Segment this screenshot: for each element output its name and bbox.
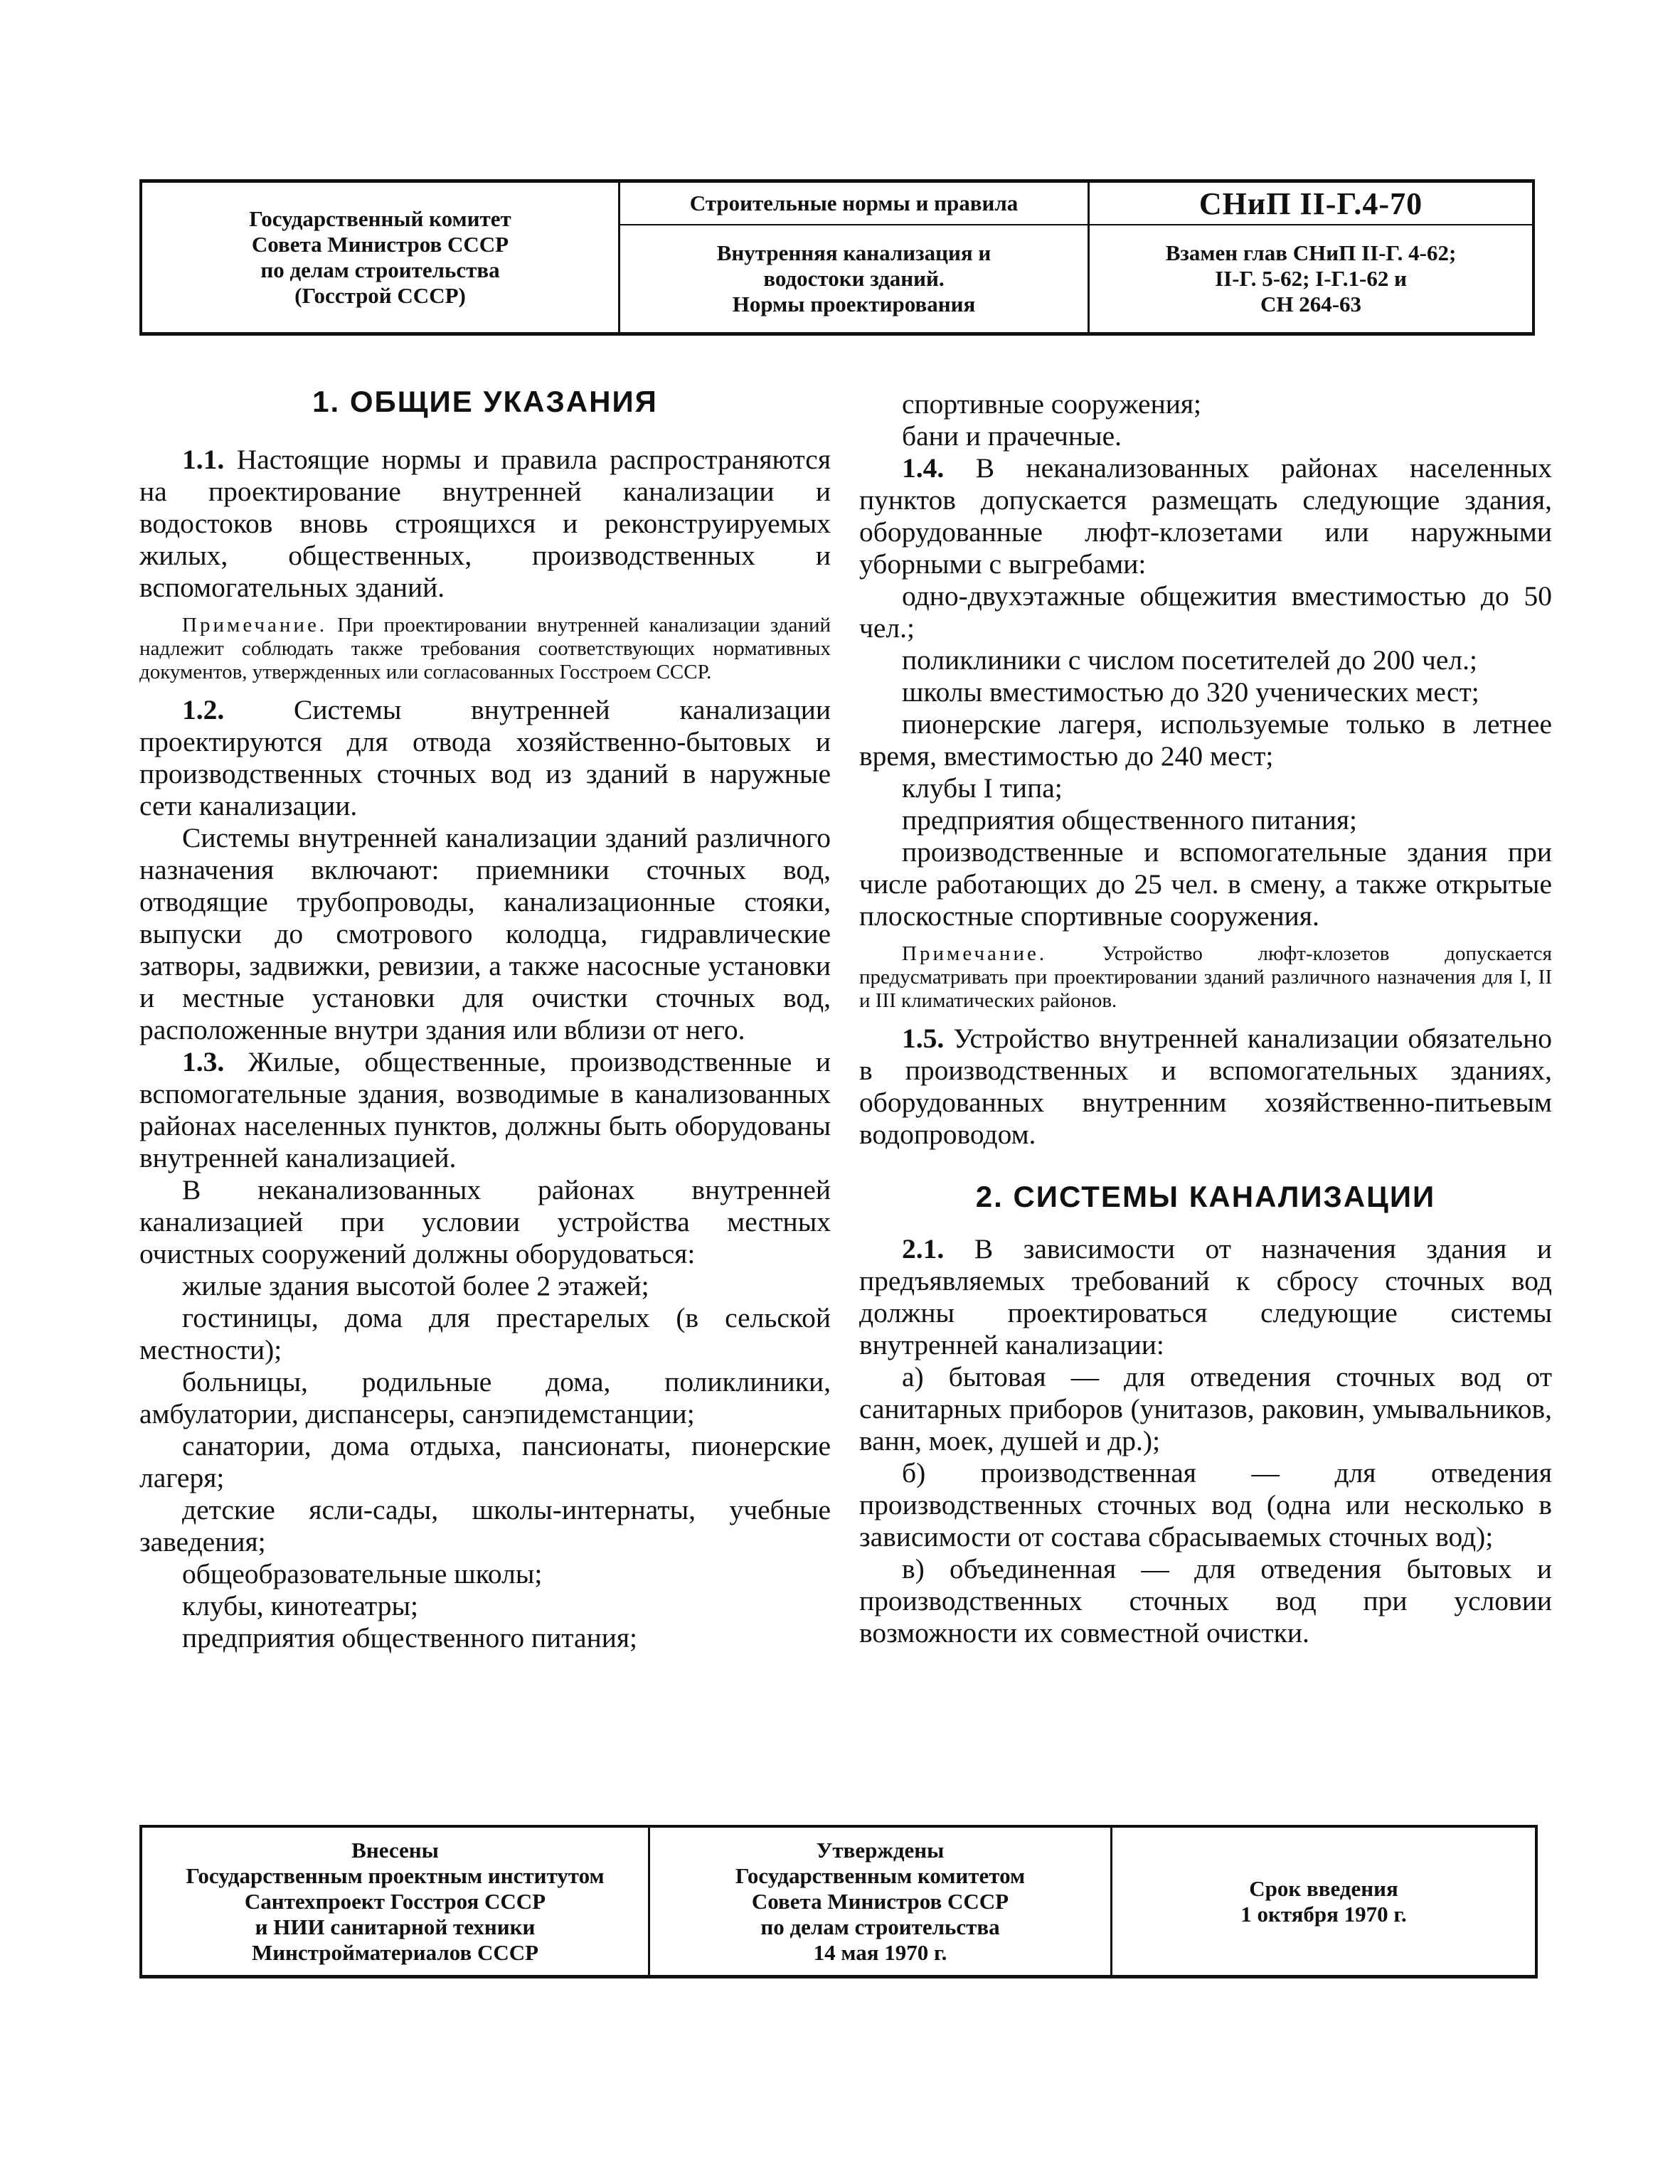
introduced-line: Сантехпроект Госстроя СССР	[244, 1888, 546, 1914]
note-1: Примечание. При проектировании внутренней канализации зданий надлежит соблюдать также требования соответствующих нормативных документов, утвержденных или согласованных Госстроем СССР.	[139, 614, 831, 683]
paragraph-1-2: 1.2. Системы внутренней канализации проектируются для отвода хозяйственно-бытовых и производственных сточных вод из зданий в наружные сети канализации.	[139, 694, 831, 821]
approved-line: Совета Министров СССР	[751, 1888, 1009, 1914]
paragraph-1-3b: В неканализованных районах внутренней канализацией при условии устройства местных очистных сооружений должны оборудоваться:	[139, 1174, 831, 1269]
list-item: в) объединенная — для отведения бытовых и производственных сточных вод при условии возможности их совместной очистки.	[859, 1553, 1552, 1648]
paragraph-1-2b: Системы внутренней канализации зданий различного назначения включают: приемники сточных вод, отводящие трубопроводы, канализационные стояки, выпуски до смотрового колодца, гидравлические затворы, задвижки, ревизии, а также насосные установки и местные установки для очистки сточных вод, расположенные внутри здания или вблизи от него.	[139, 822, 831, 1045]
note-2: Примечание. Устройство люфт-клозетов допускается предусматривать при проектировании зданий различного назначения для I, II и III климатических районов.	[859, 942, 1552, 1012]
issuer-line: (Госстрой СССР)	[294, 283, 466, 308]
list-item: поликлиники с числом посетителей до 200 чел.;	[902, 644, 1477, 676]
section-2-title: 2. СИСТЕМЫ КАНАЛИЗАЦИИ	[975, 1180, 1436, 1213]
left-column	[139, 384, 831, 1654]
title-cell	[620, 183, 1090, 332]
list-item: предприятия общественного питания;	[902, 804, 1358, 836]
approved-line: Утверждены	[816, 1837, 945, 1863]
paragraph-2-1: 2.1. В зависимости от назначения здания и предъявляемых требований к сбросу сточных вод должны проектироваться следующие системы внутренней канализации:	[859, 1233, 1553, 1360]
list-item: клубы, кинотеатры;	[182, 1590, 419, 1621]
list-item: детские ясли-сады, школы-интернаты, учебные заведения;	[139, 1494, 831, 1557]
approved-line: 14 мая 1970 г.	[813, 1939, 947, 1965]
document-header	[139, 179, 1535, 336]
code-cell	[1090, 183, 1532, 332]
list-item: спортивные сооружения;	[902, 388, 1201, 420]
list-item: санатории, дома отдыха, пансионаты, пионерские лагеря;	[139, 1430, 831, 1493]
effective-date-cell	[1112, 1828, 1535, 1975]
list-item: больницы, родильные дома, поликлиники, амбулатории, диспансеры, санэпидемстанции;	[139, 1366, 831, 1429]
title-line: водостоки зданий.	[763, 266, 945, 291]
list-item: общеобразовательные школы;	[182, 1558, 543, 1589]
introduced-line: Государственным проектным институтом	[186, 1863, 605, 1888]
replaces-line: СН 264-63	[1260, 292, 1362, 316]
section-1-title: 1. ОБЩИЕ УКАЗАНИЯ	[312, 385, 658, 418]
title-line: Внутренняя канализация и	[716, 240, 991, 265]
list-item: производственные и вспомогательные здания при числе работающих до 25 чел. в смену, а также открытые плоскостные спортивные сооружения.	[859, 836, 1552, 932]
paragraph-1-3: 1.3. Жилые, общественные, производственные и вспомогательные здания, возводимые в канализованных районах населенных пунктов, должны быть оборудованы внутренней канализацией.	[139, 1046, 831, 1173]
introduced-line: и НИИ санитарной техники	[255, 1914, 536, 1939]
list-item: бани и прачечные.	[902, 420, 1122, 452]
paragraph-1-5: 1.5. Устройство внутренней канализации обязательно в производственных и вспомогательных зданиях, оборудованных внутренним хозяйственно-питьевым водопроводом.	[859, 1023, 1553, 1150]
list-item: а) бытовая — для отведения сточных вод от санитарных приборов (унитазов, раковин, умывальников, ванн, моек, душей и др.);	[859, 1361, 1552, 1456]
issuer-line: Государственный комитет	[249, 206, 511, 231]
issuer-line: по делам строительства	[260, 257, 500, 282]
approved-by-cell	[650, 1828, 1112, 1975]
approved-line: по делам строительства	[760, 1914, 1000, 1939]
effective-line: 1 октября 1970 г.	[1240, 1901, 1407, 1927]
list-item: одно-двухэтажные общежития вместимостью до 50 чел.;	[859, 580, 1552, 644]
document-footer	[139, 1825, 1538, 1978]
right-column	[859, 388, 1552, 1649]
list-item: школы вместимостью до 320 ученических мест;	[902, 676, 1479, 708]
replaces-note	[1090, 225, 1532, 332]
paragraph-1-4: 1.4. В неканализованных районах населенных пунктов допускается размещать следующие здания, оборудованные люфт-клозетами или наружными уборными с выгребами:	[859, 452, 1553, 580]
introduced-line: Минстройматериалов СССР	[251, 1939, 539, 1965]
approved-line: Государственным комитетом	[735, 1863, 1026, 1888]
paragraph-1-1: 1.1. Настоящие нормы и правила распространяются на проектирование внутренней канализации и водостоков вновь строящихся и реконструируемых жилых, общественных, производственных и вспомогательных зданий.	[139, 444, 831, 603]
document-code: СНиП II-Г.4-70	[1090, 183, 1532, 225]
effective-line: Срок введения	[1249, 1875, 1398, 1901]
issuer-line: Совета Министров СССР	[251, 232, 509, 257]
document-title	[620, 225, 1088, 332]
list-item: предприятия общественного питания;	[182, 1622, 638, 1653]
norms-label: Строительные нормы и правила	[620, 183, 1088, 225]
list-item: пионерские лагеря, используемые только в летнее время, вместимостью до 240 мест;	[859, 708, 1552, 772]
introduced-line: Внесены	[351, 1837, 439, 1863]
replaces-line: II-Г. 5-62; I-Г.1-62 и	[1215, 266, 1407, 291]
introduced-by-cell	[142, 1828, 650, 1975]
list-item: гостиницы, дома для престарелых (в сельской местности);	[139, 1302, 831, 1365]
issuer-cell	[142, 183, 620, 332]
list-item: клубы I типа;	[902, 772, 1063, 804]
list-item: жилые здания высотой более 2 этажей;	[182, 1270, 649, 1301]
replaces-line: Взамен глав СНиП II-Г. 4-62;	[1165, 240, 1457, 265]
title-line: Нормы проектирования	[732, 292, 976, 316]
list-item: б) производственная — для отведения производственных сточных вод (одна или несколько в зависимости от состава сбрасываемых сточных вод);	[859, 1457, 1552, 1552]
